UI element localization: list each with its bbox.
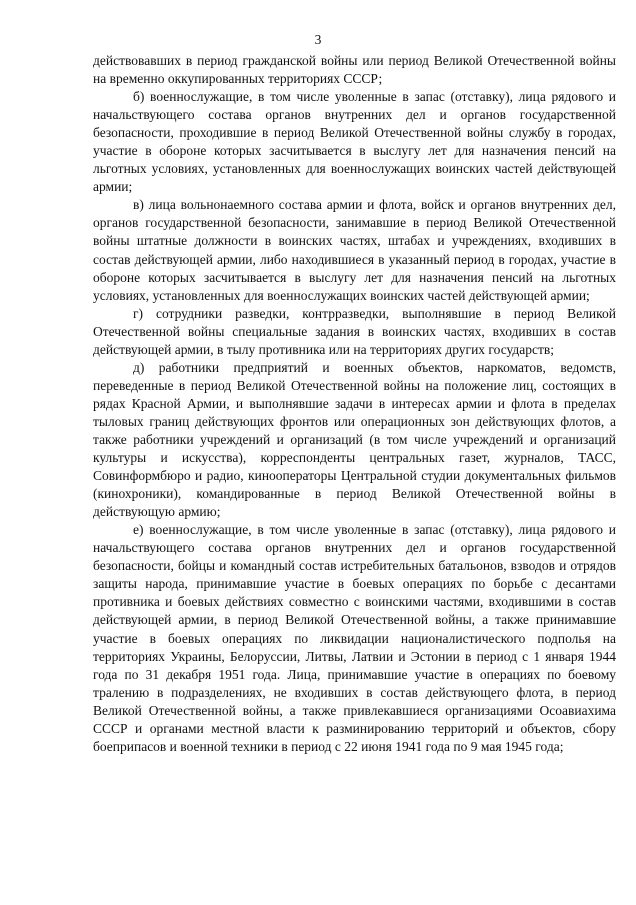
paragraph-g: г) сотрудники разведки, контрразведки, выполнявшие в период Великой Отечественной войны специальные задания в воинских частях, входивших в состав действующей армии, в тылу противника или на территориях других государств;: [93, 305, 616, 357]
paragraph-b: б) военнослужащие, в том числе уволенные в запас (отставку), лица рядового и начальствующего состава органов внутренних дел и органов государственной безопасности, проходившие в период Великой Отечественной войны службу в городах, участие в обороне которых засчитывается в выслугу лет для назначения пенсий на льготных условиях, установленных для военнослужащих воинских частей действующей армии;: [93, 89, 616, 195]
page-number: 3: [314, 32, 322, 47]
paragraph-d: д) работники предприятий и военных объектов, наркоматов, ведомств, переведенные в период Великой Отечественной войны на положение лиц, состоящих в рядах Красной Армии, и выполнявшие задачи в интересах армии и флота в пределах тыловых границ действующих фронтов или операционных зон действующих флотов, а также работники учреждений и организаций (в том числе учреждений и организаций культуры и искусства), корреспонденты центральных газет, журналов, ТАСС, Совинформбюро и радио, кинооператоры Центральной студии документальных фильмов (кинохроники), командированные в период Великой Отечественной войны в действующую армию;: [93, 359, 616, 520]
paragraph-e: е) военнослужащие, в том числе уволенные в запас (отставку), лица рядового и начальствующего состава органов внутренних дел и органов государственной безопасности, бойцы и командный состав истребительных батальонов, взводов и отрядов защиты народа, принимавшие участие в боевых операциях по борьбе с десантами противника и боевых действиях совместно с воинскими частями, входившими в состав действующей армии, в период Великой Отечественной войны, а также принимавшие участие в боевых операциях по ликвидации националистического подполья на территориях Украины, Белоруссии, Литвы, Латвии и Эстонии в период с 1 января 1944 года по 31 декабря 1951 года. Лица, принимавшие участие в операциях по боевому тралению в подразделениях, не входивших в состав действующего флота, в период Великой Отечественной войны, а также привлекавшиеся организациями Осоавиахима СССР и органами местной власти к разминированию территорий и объектов, сбору боеприпасов и военной техники в период с 22 июня 1941 года по 9 мая 1945 года;: [93, 522, 616, 754]
paragraph-continuation: действовавших в период гражданской войны или период Великой Отечественной войны на временно оккупированных территориях СССР;: [93, 53, 616, 87]
paragraph-v: в) лица вольнонаемного состава армии и флота, войск и органов внутренних дел, органов государственной безопасности, занимавшие в период Великой Отечественной войны штатные должности в воинских частях, штабах и учреждениях, входивших в состав действующей армии, либо находившиеся в указанный период в городах, участие в обороне которых засчитывается в выслугу лет для назначения пенсий на льготных условиях, установленных для военнослужащих воинских частей действующей армии;: [93, 197, 616, 303]
document-body: [93, 52, 616, 756]
